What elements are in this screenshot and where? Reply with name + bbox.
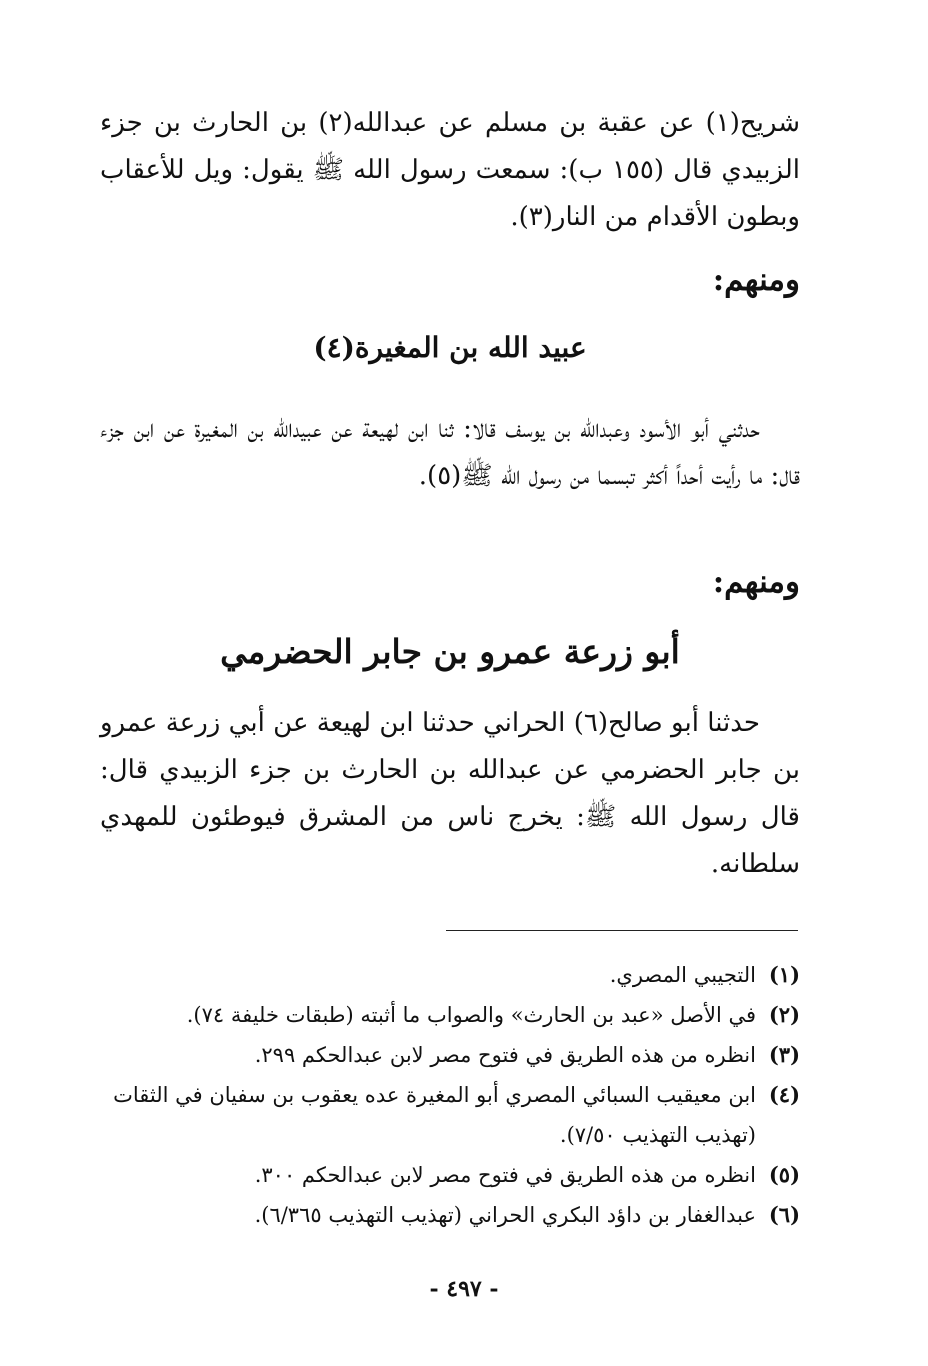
section-heading-1: ومنهم: [712,262,800,298]
footnote-5 [100,1155,800,1195]
footnote-separator [446,930,798,931]
footnotes [100,955,800,1235]
section-heading-2: ومنهم: [712,564,800,600]
footnote-4 [100,1075,800,1155]
main-text [100,100,800,879]
footnote-6 [100,1195,800,1235]
footnote-number: (٤) [768,1082,800,1107]
footnote-number: (٢) [768,1002,800,1027]
footnote-text: في الأصل «عبد بن الحارث» والصواب ما أثبته (طبقات خليفة ٧٤). [186,1003,756,1027]
narrator-name-1: عبيد الله بن المغيرة(٤) [313,331,587,364]
paragraph-2: حدثني أبو الأسود وعبدالله بن يوسف قالا: ثنا ابن لهيعة عن عبيدالله بن المغيرة عن ابن جزء قال: ما رأيت أحداً أكثر تبسما من رسول الله ﷺ(٥). [100,414,800,491]
footnote-number: (٦) [768,1202,800,1227]
paragraph-1: شريح(١) عن عقبة بن مسلم عن عبدالله(٢) بن الحارث بن جزء الزبيدي قال (١٥٥ ب): سمعت رسول الله ﷺ يقول: ويل للأعقاب وبطون الأقدام من النار(٣). [100,108,800,232]
footnote-2 [100,995,800,1035]
narrator-name-2: أبو زرعة عمرو بن جابر الحضرمي [220,632,680,671]
footnote-number: (٣) [768,1042,800,1067]
footnote-text: انظره من هذه الطريق في فتوح مصر لابن عبدالحكم ٣٠٠. [254,1163,756,1187]
footnote-text: انظره من هذه الطريق في فتوح مصر لابن عبدالحكم ٢٩٩. [254,1043,756,1067]
page-number: - ٤٩٧ - [429,1276,499,1302]
footnote-text: عبدالغفار بن داؤد البكري الحراني (تهذيب التهذيب ٦/٣٦٥). [254,1203,756,1227]
footnote-3 [100,1035,800,1075]
footnote-text: ابن معيقيب السبائي المصري أبو المغيرة عده يعقوب بن سفيان في الثقات (تهذيب التهذيب ٧/٥٠). [113,1083,756,1147]
paragraph-3: حدثنا أبو صالح(٦) الحراني حدثنا ابن لهيعة عن أبي زرعة عمرو بن جابر الحضرمي عن عبدالله بن الحارث بن جزء الزبيدي قال: قال رسول الله ﷺ: يخرج ناس من المشرق فيوطئون للمهدي سلطانه. [100,708,800,879]
footnote-1 [100,955,800,995]
footnote-number: (١) [768,962,800,987]
footnote-number: (٥) [768,1162,800,1187]
footnote-text: التجيبي المصري. [609,963,756,987]
